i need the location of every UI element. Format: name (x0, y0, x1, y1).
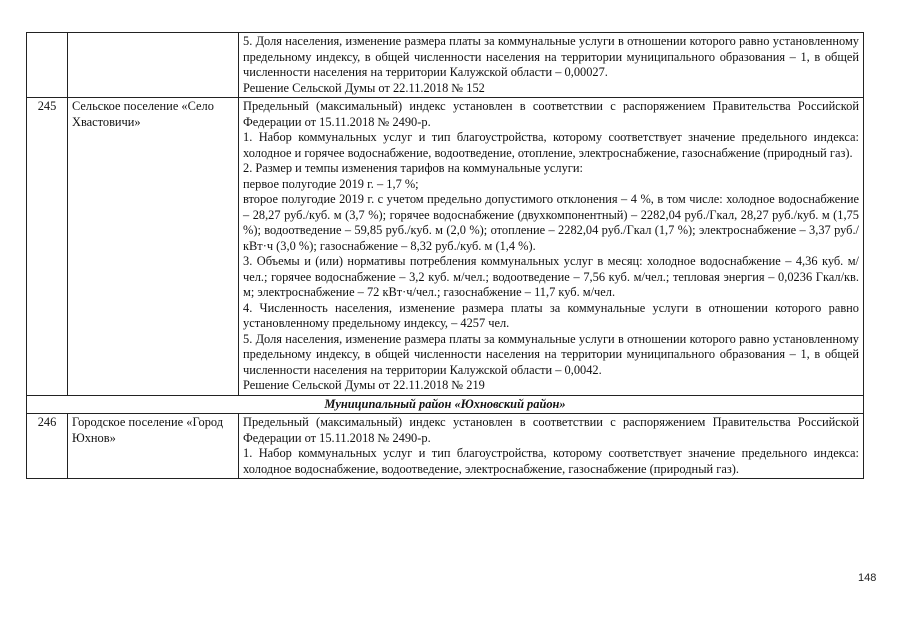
paragraph: Предельный (максимальный) индекс установлен в соответствии с распоряжением Правительства Российской Федерации от 15.11.2018 № 2490-р. (243, 415, 859, 445)
page-number: 148 (858, 572, 877, 584)
municipality-name (68, 33, 239, 98)
section-heading: Муниципальный район «Юхновский район» (27, 395, 864, 414)
row-number: 246 (27, 414, 68, 479)
row-content (239, 98, 864, 396)
paragraph: Предельный (максимальный) индекс установлен в соответствии с распоряжением Правительства Российской Федерации от 15.11.2018 № 2490-р. (243, 99, 859, 129)
paragraph: 1. Набор коммунальных услуг и тип благоустройства, которому соответствует значение предельного индекса: холодное водоснабжение, водоотведение, электроснабжение, газоснабжение (природный газ). (243, 446, 859, 476)
paragraph: первое полугодие 2019 г. – 1,7 %; (243, 176, 419, 191)
paragraph: 4. Численность населения, изменение размера платы за коммунальные услуги в отношении которого равно установленному предельному индексу, – 4257 чел. (243, 300, 859, 330)
section-row (27, 395, 864, 414)
table-row (27, 33, 864, 98)
table-row (27, 98, 864, 396)
paragraph: 3. Объемы и (или) нормативы потребления коммунальных услуг в месяц: холодное водоснабжение – 4,36 куб. м/чел.; горячее водоснабжение – 3,2 куб. м/чел.; водоотведение – 7,56 куб. м/чел.; тепловая энергия – 0,0236 Гкал/кв. м; электроснабжение – 72 кВт·ч/чел.; газоснабжение – 11,7 куб. м/чел. (243, 254, 859, 299)
row-number (27, 33, 68, 98)
decision-reference: Решение Сельской Думы от 22.11.2018 № 219 (243, 378, 485, 392)
document-table (26, 32, 864, 479)
decision-reference: Решение Сельской Думы от 22.11.2018 № 152 (243, 80, 485, 95)
paragraph: 2. Размер и темпы изменения тарифов на коммунальные услуги: (243, 161, 583, 175)
row-number: 245 (27, 98, 68, 396)
municipality-name: Сельское поселение «Село Хвастовичи» (68, 98, 239, 396)
row-content (239, 414, 864, 479)
paragraph: 1. Набор коммунальных услуг и тип благоустройства, которому соответствует значение предельного индекса: холодное и горячее водоснабжение, водоотведение, отопление, электроснабжение, газоснабжение (природный газ). (243, 130, 859, 160)
paragraph: второе полугодие 2019 г. с учетом предельно допустимого отклонения – 4 %, в том числе: холодное водоснабжение – 28,27 руб./куб. м (3,7 %); горячее водоснабжение (двухкомпонентный) – 2282,04 руб./Гкал, 28,27 руб./куб. м (1,75 %); водоотведение – 59,85 руб./куб. м (2,0 %); отопление – 2282,04 руб./Гкал (1,7 %); электроснабжение – 3,37 руб./кВт·ч (3,0 %); газоснабжение – 8,32 руб./куб. м (1,4 %). (243, 192, 859, 253)
paragraph: 5. Доля населения, изменение размера платы за коммунальные услуги в отношении которого равно установленному предельному индексу, в общей численности населения на территории муниципального образования – 1, в общей численности населения на территории Калужской области – 0,0042. (243, 331, 859, 377)
municipality-name: Городское поселение «Город Юхнов» (68, 414, 239, 479)
row-content (239, 33, 864, 98)
table-row (27, 414, 864, 479)
paragraph: 5. Доля населения, изменение размера платы за коммунальные услуги в отношении которого равно установленному предельному индексу, в общей численности населения на территории муниципального образования – 1, в общей численности населения на территории Калужской области – 0,00027. (243, 34, 859, 79)
